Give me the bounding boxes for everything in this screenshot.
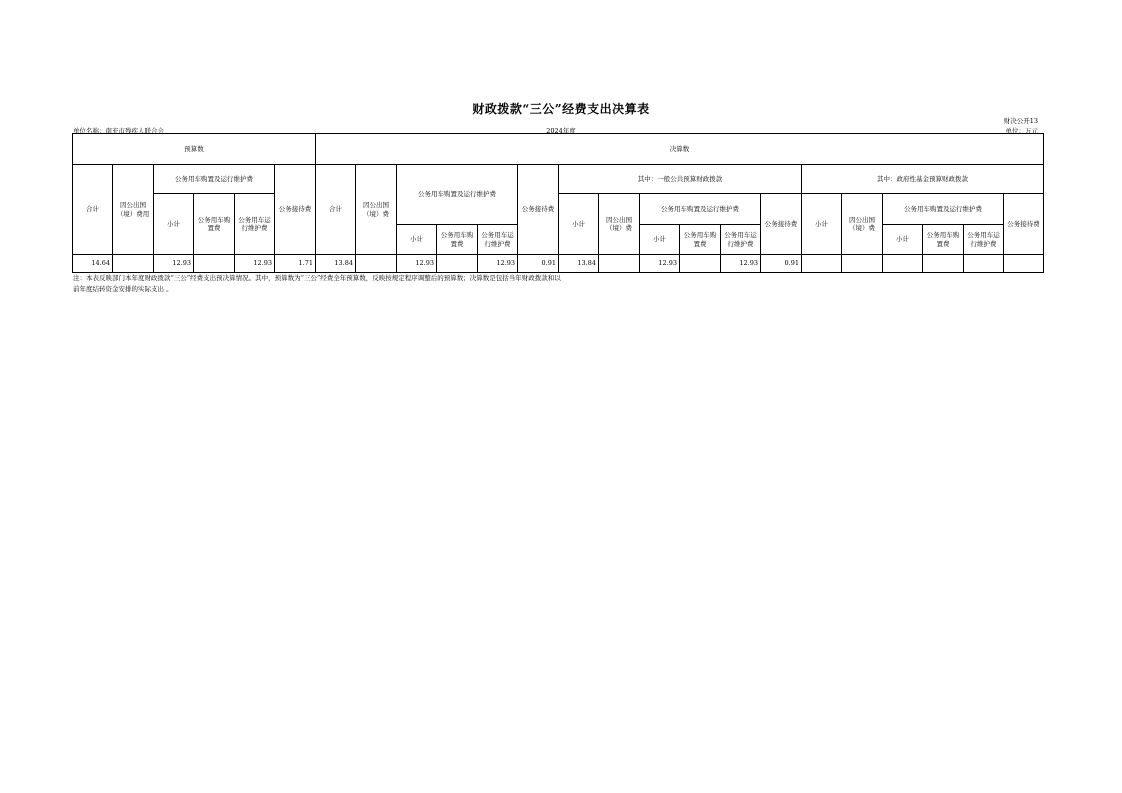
cell-budget-total: 14.64: [73, 255, 113, 273]
header-general-reception: 公务接待费: [761, 194, 802, 255]
cell-budget-vehicle-purchase: [194, 255, 235, 273]
cell-fund-vehicle-operation: [964, 255, 1004, 273]
cell-budget-vehicle-operation: 12.93: [235, 255, 275, 273]
form-code: 财决公开13: [1003, 117, 1038, 125]
header-final-subtotal: 小计: [397, 225, 437, 255]
header-fund-abroad: 因公出国（境）费: [842, 194, 883, 255]
header-general-vehicle-subtotal: 小计: [640, 225, 680, 255]
cell-final-vehicle-purchase: [437, 255, 478, 273]
cell-fund-vehicle-purchase: [923, 255, 964, 273]
header-final-total: 合计: [316, 165, 356, 255]
cell-fund-abroad: [842, 255, 883, 273]
header-fund-vehicle-operation: 公务用车运行维护费: [964, 225, 1004, 255]
header-general-vehicle-operation: 公务用车运行维护费: [721, 225, 761, 255]
header-fund-vehicle-subtotal: 小计: [883, 225, 923, 255]
header-general-abroad: 因公出国（境）费: [599, 194, 640, 255]
header-general-budget: 其中：一般公共预算财政拨款: [559, 165, 802, 194]
header-final: 决算数: [316, 134, 1044, 165]
cell-general-vehicle-operation: 12.93: [721, 255, 761, 273]
header-budget-vehicle-operation: 公务用车运行维护费: [235, 194, 275, 255]
cell-final-vehicle-subtotal: 12.93: [397, 255, 437, 273]
cell-fund-vehicle-subtotal: [883, 255, 923, 273]
cell-fund-reception: [1004, 255, 1044, 273]
cell-general-vehicle-purchase: [680, 255, 721, 273]
header-final-vehicle-purchase: 公务用车购置费: [437, 225, 478, 255]
unit-name: 单位名称：南充市残疾人联合会: [73, 127, 164, 135]
table-note: 注：本表反映部门本年度财政拨款“三公”经费支出预决算情况。其中，预算数为“三公”经费全年预算数，反映按规定程序调整后的预算数；决算数是包括当年财政拨款和以前年度结转资金安排的实际支出 。: [73, 274, 561, 293]
cell-budget-reception: 1.71: [275, 255, 316, 273]
header-budget-total: 合计: [73, 165, 113, 255]
header-gov-fund: 其中：政府性基金预算财政拨款: [802, 165, 1044, 194]
header-budget-subtotal: 小计: [154, 194, 194, 255]
header-general-vehicle-group: 公务用车购置及运行维护费: [640, 194, 761, 225]
cell-budget-abroad: [113, 255, 154, 273]
page-title: 财政拨款“三公”经费支出决算表: [472, 102, 650, 116]
cell-general-subtotal: 13.84: [559, 255, 599, 273]
cell-general-reception: 0.91: [761, 255, 802, 273]
header-budget-vehicle-purchase: 公务用车购置费: [194, 194, 235, 255]
header-final-vehicle-operation: 公务用车运行维护费: [478, 225, 518, 255]
header-final-vehicle-group: 公务用车购置及运行维护费: [397, 165, 518, 225]
header-general-vehicle-purchase: 公务用车购置费: [680, 225, 721, 255]
header-fund-vehicle-group: 公务用车购置及运行维护费: [883, 194, 1004, 225]
cell-final-vehicle-operation: 12.93: [478, 255, 518, 273]
header-budget-abroad: 因公出国（境）费用: [113, 165, 154, 255]
cell-final-reception: 0.91: [518, 255, 559, 273]
header-budget: 预算数: [73, 134, 316, 165]
header-budget-reception: 公务接待费: [275, 165, 316, 255]
cell-general-abroad: [599, 255, 640, 273]
header-general-subtotal: 小计: [559, 194, 599, 255]
cell-final-abroad: [356, 255, 397, 273]
report-year: 2024年度: [546, 127, 576, 135]
header-fund-reception: 公务接待费: [1004, 194, 1044, 255]
header-final-reception: 公务接待费: [518, 165, 559, 255]
expenditure-table: [72, 133, 1044, 273]
currency-unit: 单位：万元: [1005, 127, 1038, 135]
header-fund-vehicle-purchase: 公务用车购置费: [923, 225, 964, 255]
cell-final-total: 13.84: [316, 255, 356, 273]
cell-budget-vehicle-subtotal: 12.93: [154, 255, 194, 273]
cell-fund-subtotal: [802, 255, 842, 273]
table-row: [73, 255, 1044, 273]
header-budget-vehicle-group: 公务用车购置及运行维护费: [154, 165, 275, 194]
header-fund-subtotal: 小计: [802, 194, 842, 255]
header-final-abroad: 因公出国（境）费: [356, 165, 397, 255]
cell-general-vehicle-subtotal: 12.93: [640, 255, 680, 273]
